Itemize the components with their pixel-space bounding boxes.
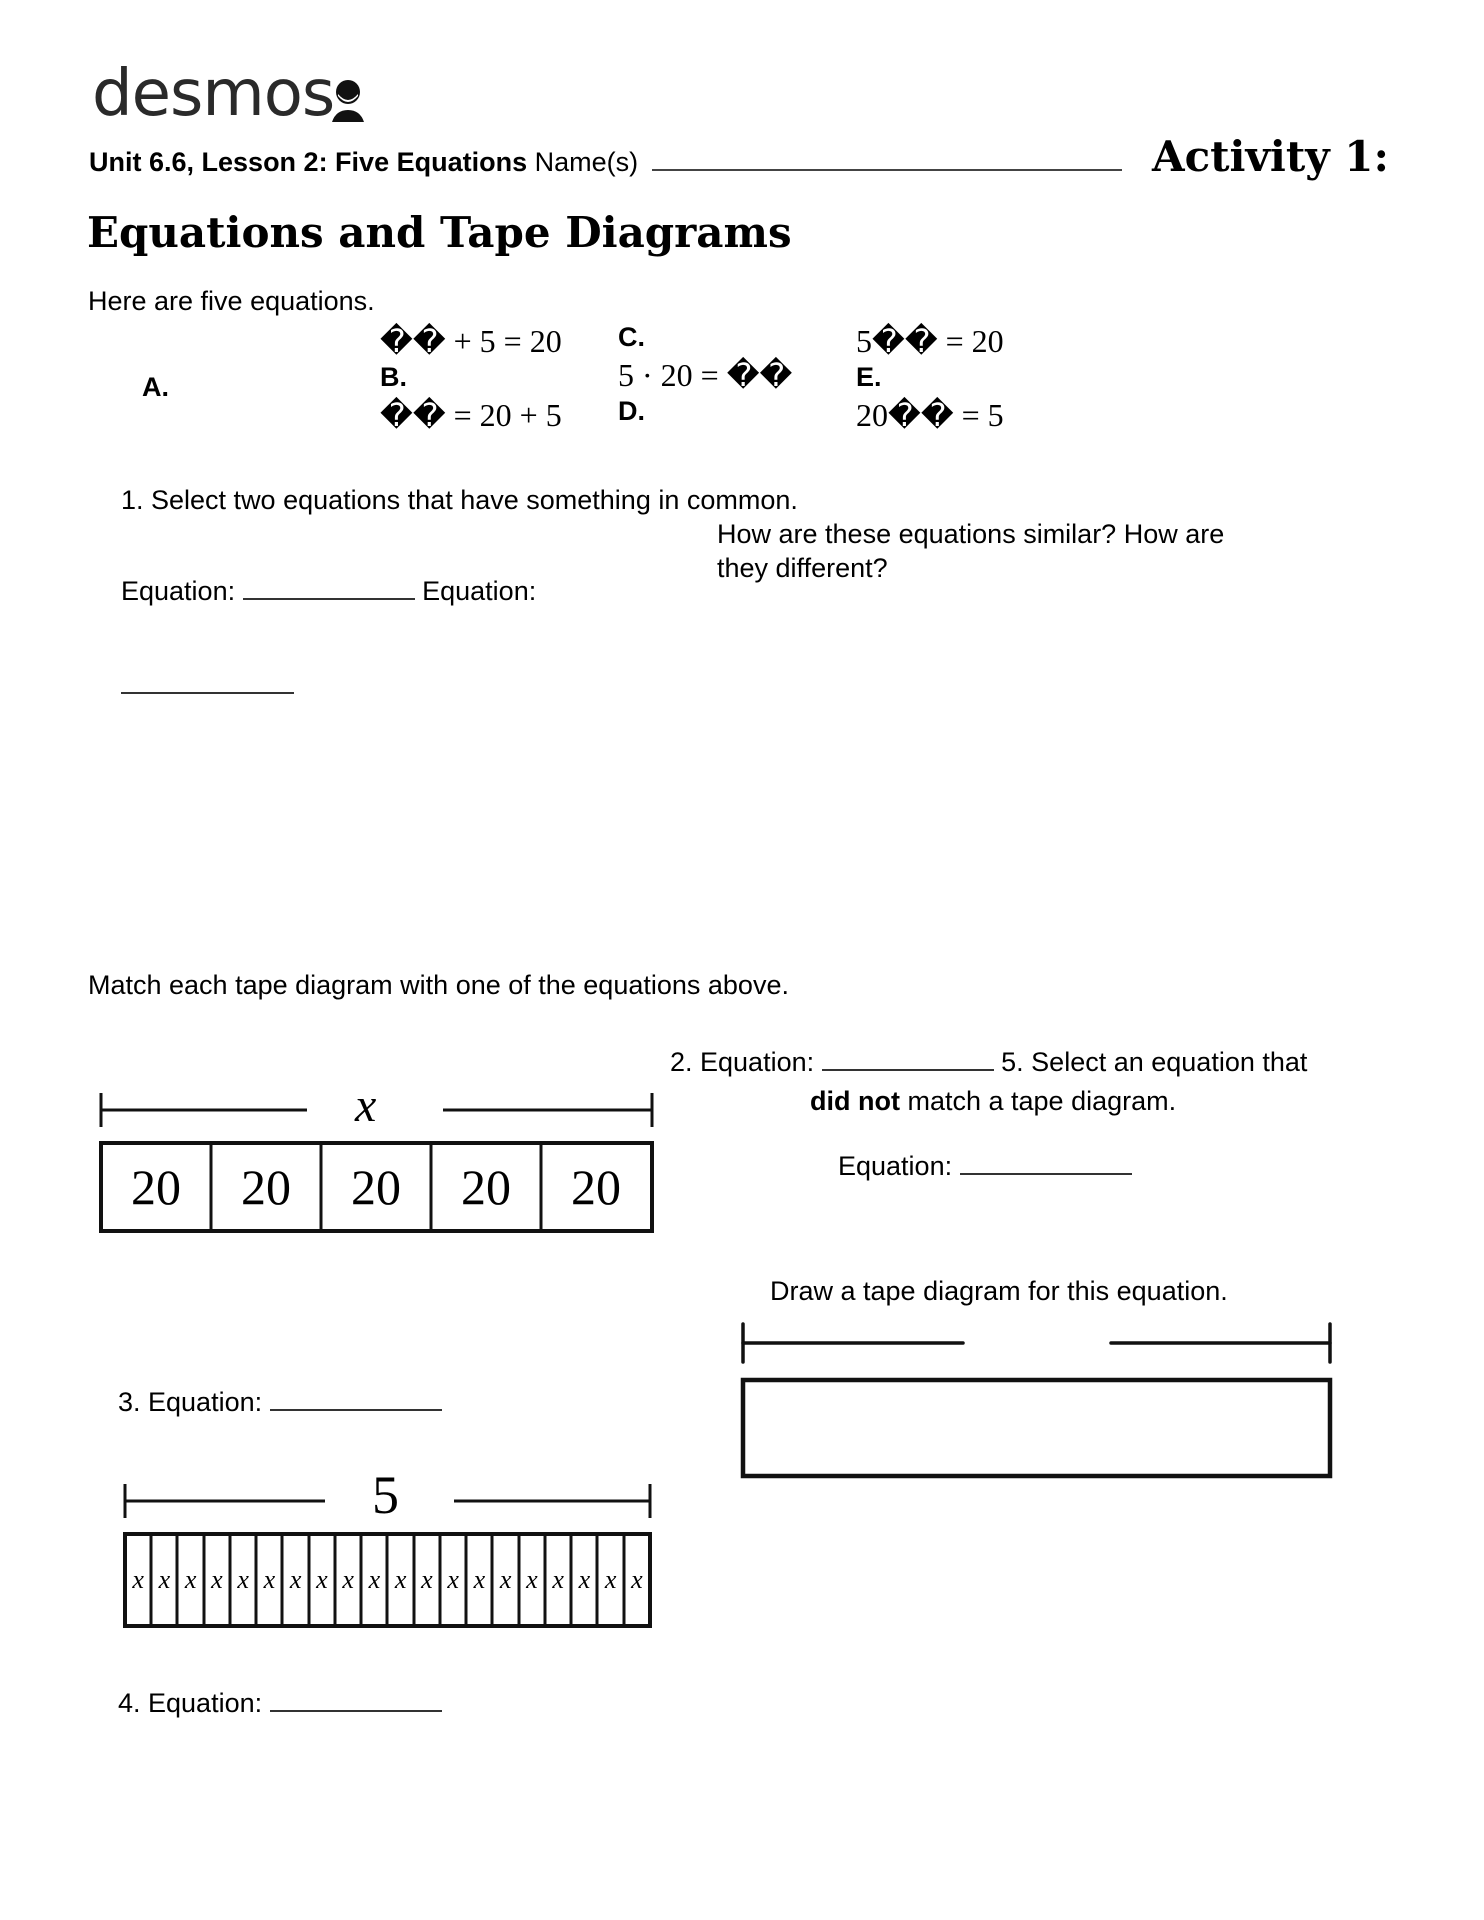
- tape2-cell: x: [132, 1565, 144, 1594]
- tape2-cell: x: [394, 1565, 407, 1594]
- equation-a: �� + 5 = 20: [380, 323, 562, 359]
- q1-followup-line1: How are these equations similar? How are: [717, 519, 1225, 549]
- tape-diagram-blank[interactable]: [741, 1322, 1333, 1482]
- q5-bold-text: did not: [810, 1086, 900, 1116]
- tape2-cell: x: [368, 1565, 381, 1594]
- equation-c-label: C.: [618, 322, 645, 352]
- tape2-cell: x: [263, 1565, 276, 1594]
- tape2-cell: x: [211, 1565, 223, 1594]
- tape1-cells: [101, 1158, 653, 1216]
- person-icon: [326, 78, 370, 124]
- q2-label: 2. Equation:: [670, 1047, 815, 1077]
- tape2-cell: x: [421, 1565, 433, 1594]
- q5-prompt-line2: [810, 1086, 1176, 1117]
- equation-e: 20�� = 5: [856, 397, 1004, 433]
- name-input[interactable]: [652, 149, 1122, 171]
- q4-label: 4. Equation:: [118, 1688, 263, 1718]
- tape1-cell: 20: [461, 1159, 511, 1215]
- equation-d-label: D.: [618, 396, 645, 426]
- draw-prompt: Draw a tape diagram for this equation.: [770, 1276, 1228, 1306]
- tape1-cell: 20: [131, 1159, 181, 1215]
- tape2-cell: x: [316, 1565, 328, 1594]
- q1-equation-label-1: Equation:: [121, 576, 236, 606]
- tape2-cell: x: [578, 1565, 591, 1594]
- q1-followup-line2: they different?: [717, 553, 888, 583]
- tape2-cell: x: [631, 1565, 643, 1594]
- tape2-cell: x: [526, 1565, 538, 1594]
- q1-equation-row: [121, 576, 536, 607]
- tape2-cell: x: [447, 1565, 459, 1594]
- q2-equation-input[interactable]: [822, 1049, 994, 1071]
- equation-c: 5 · 20 = ��: [618, 357, 793, 393]
- page-title: Equations and Tape Diagrams: [87, 208, 792, 257]
- q5-equation-input[interactable]: [960, 1153, 1132, 1175]
- tape2-cell: x: [473, 1565, 486, 1594]
- equation-d: 5�� = 20: [856, 323, 1004, 359]
- q3-row: [118, 1387, 442, 1418]
- tape2-cell: x: [184, 1565, 197, 1594]
- equation-e-label: E.: [856, 362, 882, 392]
- q4-equation-input[interactable]: [270, 1690, 442, 1712]
- tape2-cell: x: [158, 1565, 171, 1594]
- q1-equation-input-2[interactable]: [121, 672, 294, 694]
- tape2-cells: [125, 1565, 650, 1595]
- q2-row: [670, 1047, 1307, 1078]
- q1-equation-label-2: Equation:: [422, 576, 537, 606]
- draw-prompt-clip: [770, 1276, 1228, 1306]
- lesson-header: [89, 147, 1122, 178]
- q1-prompt: 1. Select two equations that have something in common.: [121, 485, 798, 515]
- tape1-cell: 20: [241, 1159, 291, 1215]
- desmos-logo: desmos: [92, 57, 335, 131]
- tape1-cell: 20: [351, 1159, 401, 1215]
- tape2-cell: x: [289, 1565, 302, 1594]
- q3-label: 3. Equation:: [118, 1387, 263, 1417]
- unit-label: Unit 6.6, Lesson 2: Five Equations: [89, 147, 528, 177]
- equation-a-label: A.: [142, 372, 169, 402]
- tape1-cell: 20: [571, 1159, 621, 1215]
- q3-equation-input[interactable]: [270, 1389, 442, 1411]
- q5-prompt-rest: match a tape diagram.: [899, 1086, 1177, 1116]
- tape2-cell: x: [237, 1565, 249, 1594]
- tape2-cell: x: [552, 1565, 564, 1594]
- name-label: Name(s): [534, 147, 639, 177]
- q5-equation-label: Equation:: [838, 1151, 953, 1181]
- intro-text: Here are five equations.: [88, 286, 375, 316]
- tape2-cell: x: [342, 1565, 354, 1594]
- activity-label: Activity 1:: [1152, 132, 1390, 181]
- q4-row: [118, 1688, 442, 1719]
- equation-b-label: B.: [380, 362, 407, 392]
- q5-equation-row: [838, 1151, 1132, 1182]
- q5-prompt-line1: 5. Select an equation that: [1001, 1047, 1308, 1077]
- q1-equation-input-1[interactable]: [243, 578, 415, 600]
- equation-b: �� = 20 + 5: [380, 397, 562, 433]
- tape2-cell: x: [499, 1565, 512, 1594]
- tape2-cell: x: [604, 1565, 617, 1594]
- match-prompt: Match each tape diagram with one of the equations above.: [88, 970, 789, 1000]
- tape1-total-label: x: [355, 1079, 377, 1132]
- tape2-total-label: 5: [372, 1465, 399, 1525]
